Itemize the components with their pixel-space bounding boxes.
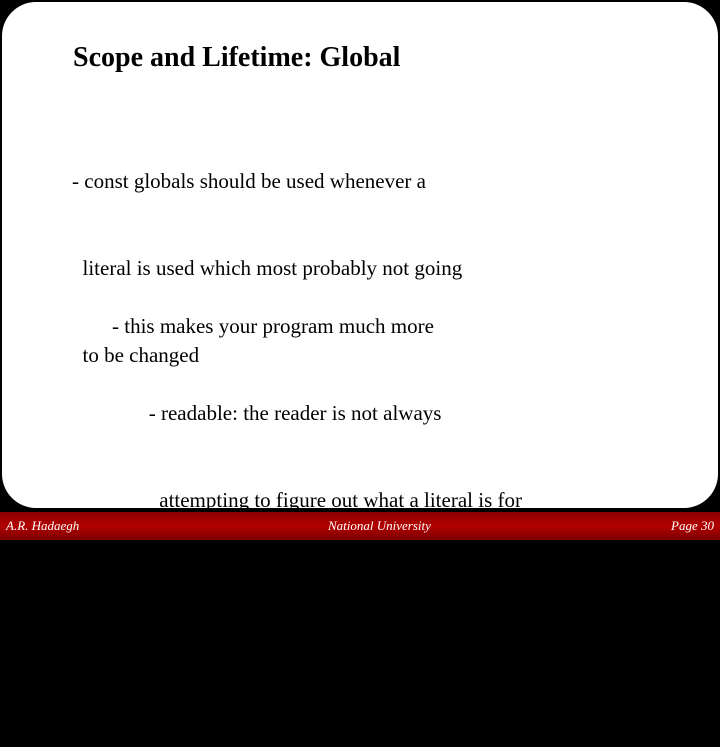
body-line: literal is used which most probably not going xyxy=(72,256,463,280)
body-line: once at top (instead of throughout program) xyxy=(112,662,527,686)
footer-author: A.R. Hadaegh xyxy=(6,518,80,533)
body-line: - this makes your program much more xyxy=(112,314,434,338)
footer-page-number: Page 30 xyxy=(671,518,714,533)
body-line: - const globals should be used whenever a xyxy=(72,169,426,193)
body-line: to be changed xyxy=(72,343,200,367)
body-line: - readable: the reader is not always xyxy=(112,401,442,425)
bullet-block-benefits xyxy=(112,254,527,747)
slide-title: Scope and Lifetime: Global xyxy=(73,42,401,73)
footer-institution: National University xyxy=(328,518,431,533)
footer-bar xyxy=(0,512,720,540)
body-line: - changeable: need only change the literal xyxy=(112,575,499,599)
body-line: attempting to figure out what a literal is for xyxy=(112,488,522,512)
